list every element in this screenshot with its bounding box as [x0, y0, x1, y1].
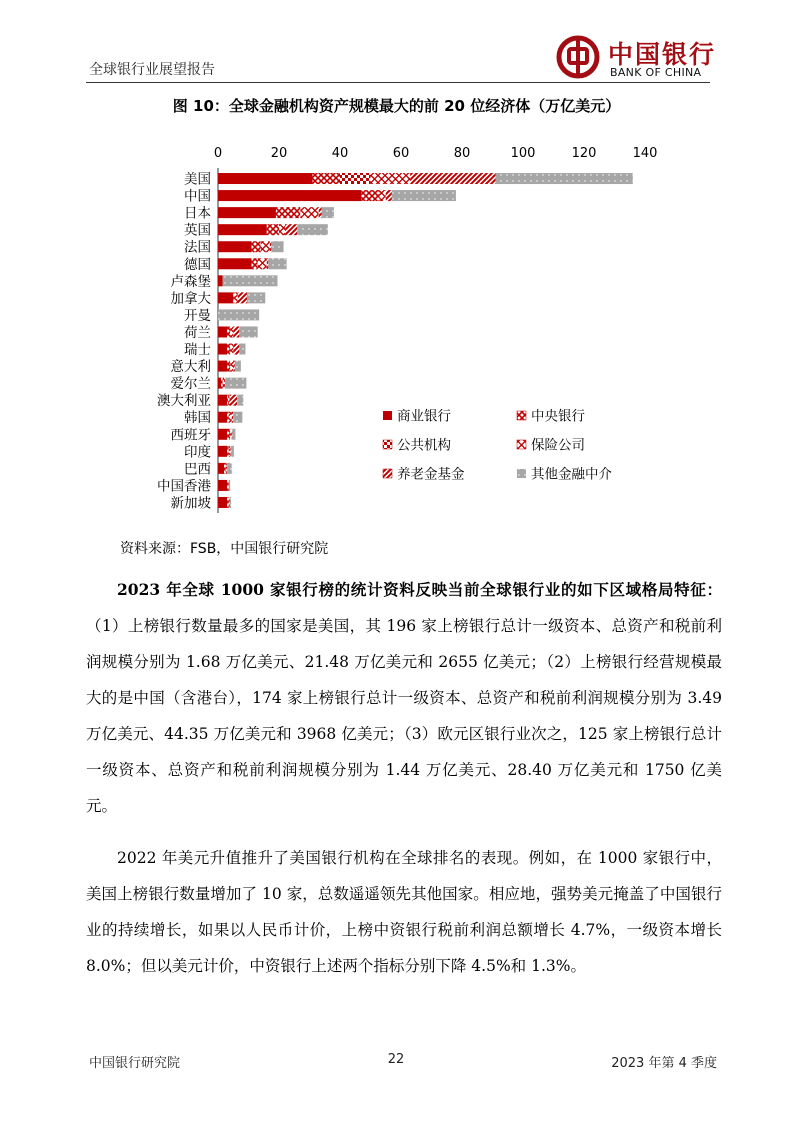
category-label: 加拿大: [170, 290, 211, 307]
paragraph-1-body: （1）上榜银行数量最多的国家是美国，其 196 家上榜银行总计一级资本、总资产和税前利润规模分别为 1.68 万亿美元、21.48 万亿美元和 2655 亿美元；（2）上榜银行经营规模最大的是中国（含港台），174 家上榜银行总计一级资本、总资产和税前利润规模分别为 3.49 万亿美元、44.35 万亿美元和 3968 亿美元；（3）欧元区银行业次之，125 家上榜银行总计一级资本、总资产和税前利润规模分别为 1.44 万亿美元、28.40 万亿美元和 1750 亿美元。: [86, 617, 722, 815]
x-tick-label: 20: [270, 146, 288, 161]
bar-segment: [218, 480, 227, 491]
paragraph-1: [86, 572, 722, 824]
bar-segment: [300, 207, 318, 218]
bar-segment: [218, 190, 361, 201]
bar-segment: [261, 241, 270, 252]
bar-segment: [233, 344, 239, 355]
bar-segment: [218, 275, 223, 286]
bar-segment: [227, 463, 232, 474]
bar-segment: [322, 207, 334, 218]
bar-segment: [230, 395, 238, 406]
legend-label: 商业银行: [397, 408, 451, 425]
bar-segment: [229, 480, 231, 491]
category-label: 印度: [184, 444, 211, 461]
legend-label: 中央银行: [531, 408, 585, 425]
legend-label: 公共机构: [397, 437, 451, 454]
category-label: 中国: [184, 188, 211, 205]
bar-segment: [230, 344, 233, 355]
category-label: 新加坡: [170, 495, 211, 512]
category-label: 卢森堡: [170, 273, 211, 290]
bar-segment: [340, 173, 371, 184]
x-tick-label: 40: [331, 146, 349, 161]
bar-segment: [227, 344, 230, 355]
bar-segment: [218, 258, 252, 269]
bar-segment: [227, 497, 229, 508]
category-label: 开曼: [184, 307, 211, 324]
bar-segment: [239, 326, 257, 337]
footer-institute: 中国银行研究院: [89, 1056, 181, 1071]
bar-segment: [218, 224, 267, 235]
stacked-bar-chart: [0, 130, 793, 520]
bar-segment: [270, 241, 272, 252]
bar-segment: [228, 395, 230, 406]
category-label: 法国: [184, 239, 211, 256]
legend-label: 养老金基金: [397, 466, 465, 483]
bar-segment: [218, 378, 221, 389]
bar-segment: [229, 412, 232, 423]
bar-segment: [233, 412, 242, 423]
category-label: 德国: [184, 256, 211, 273]
x-tick-label: 120: [571, 146, 597, 161]
bar-segment: [218, 207, 276, 218]
category-label: 西班牙: [170, 427, 211, 444]
page-number: 22: [387, 1052, 405, 1067]
legend-swatch: [517, 411, 526, 420]
bar-segment: [252, 258, 258, 269]
bar-segment: [237, 395, 243, 406]
bar-segment: [218, 429, 227, 440]
x-tick-label: 100: [510, 146, 536, 161]
bar-segment: [319, 207, 322, 218]
category-label: 英国: [184, 222, 211, 239]
bar-segment: [218, 497, 227, 508]
bar-segment: [223, 378, 225, 389]
x-tick-label: 140: [632, 146, 658, 161]
bank-logo: [556, 35, 716, 81]
bar-segment: [239, 344, 245, 355]
bar-segment: [285, 224, 297, 235]
bar-segment: [233, 326, 239, 337]
logo-text-en: BANK OF CHINA: [610, 66, 702, 79]
bar-segment: [380, 190, 386, 201]
bar-segment: [227, 395, 228, 406]
bar-segment: [227, 326, 230, 337]
bar-segment: [410, 173, 495, 184]
bar-segment: [233, 292, 235, 303]
category-label: 美国: [184, 171, 211, 188]
bar-segment: [313, 173, 340, 184]
legend-label: 其他金融中介: [531, 466, 612, 483]
bar-segment: [227, 446, 229, 457]
category-label: 中国香港: [157, 478, 211, 495]
bar-segment: [218, 361, 227, 372]
header-divider: [86, 82, 710, 83]
bar-segment: [218, 344, 227, 355]
bar-segment: [279, 224, 285, 235]
category-label: 澳大利亚: [157, 393, 211, 410]
bar-segment: [227, 429, 230, 440]
bar-segment: [267, 258, 269, 269]
bar-segment: [218, 412, 227, 423]
footer-quarter: 2023 年第 4 季度: [611, 1056, 717, 1071]
bar-segment: [227, 361, 230, 372]
category-label: 日本: [184, 205, 211, 222]
bar-segment: [371, 173, 411, 184]
category-label: 意大利: [170, 359, 211, 376]
category-label: 韩国: [184, 410, 211, 427]
category-label: 荷兰: [184, 324, 211, 341]
logo-text-cn: 中国银行: [608, 40, 717, 69]
bar-segment: [218, 292, 233, 303]
x-tick-label: 80: [453, 146, 471, 161]
bar-segment: [230, 326, 233, 337]
bar-segment: [221, 378, 223, 389]
bar-segment: [218, 173, 313, 184]
figure-source: 资料来源：FSB，中国银行研究院: [120, 541, 329, 557]
bar-segment: [230, 429, 232, 440]
legend-swatch: [383, 469, 392, 478]
bar-segment: [230, 361, 233, 372]
category-label: 巴西: [184, 461, 211, 478]
bar-segment: [232, 429, 235, 440]
bar-segment: [218, 309, 259, 320]
bar-segment: [223, 275, 278, 286]
bar-segment: [225, 378, 246, 389]
bar-segment: [227, 480, 229, 491]
category-label: 爱尔兰: [170, 376, 211, 393]
bar-segment: [229, 497, 230, 508]
bar-segment: [276, 207, 300, 218]
paragraph-2: 2022 年美元升值推升了美国银行机构在全球排名的表现。例如，在 1000 家银行中，美国上榜银行数量增加了 10 家，总数遥遥领先其他国家。相应地，强势美元掩盖了中国银行业的持续增长，如果以人民币计价，上榜中资银行税前利润总额增长 4.7%，一级资本增长 8.0%；但以美元计价，中资银行上述两个指标分别下降 4.5%和 1.3%。: [86, 849, 722, 975]
bar-segment: [230, 497, 232, 508]
bar-segment: [235, 361, 241, 372]
legend-swatch: [383, 411, 392, 420]
x-tick-label: 0: [213, 146, 223, 161]
bar-segment: [258, 258, 267, 269]
bar-segment: [227, 463, 228, 474]
bar-segment: [297, 224, 328, 235]
bar-segment: [232, 412, 234, 423]
bar-segment: [386, 190, 392, 201]
bar-segment: [392, 190, 456, 201]
bar-segment: [218, 326, 227, 337]
bar-segment: [229, 446, 231, 457]
bar-segment: [218, 446, 227, 457]
header-title: 全球银行业展望报告: [89, 62, 215, 78]
bar-segment: [232, 429, 233, 440]
bar-segment: [218, 395, 227, 406]
figure-title: 图 10：全球金融机构资产规模最大的前 20 位经济体（万亿美元）: [172, 97, 621, 115]
bar-segment: [224, 378, 225, 389]
bar-segment: [238, 292, 247, 303]
bar-segment: [231, 446, 234, 457]
bar-segment: [271, 241, 283, 252]
bar-segment: [247, 292, 265, 303]
bar-segment: [224, 463, 226, 474]
bank-of-china-logo-icon: [556, 35, 600, 79]
bar-segment: [227, 412, 229, 423]
bar-segment: [267, 224, 279, 235]
category-label: 瑞士: [184, 342, 211, 359]
bar-segment: [252, 241, 261, 252]
legend-swatch: [517, 469, 526, 478]
bar-segment: [235, 292, 238, 303]
x-tick-label: 60: [392, 146, 410, 161]
bar-segment: [233, 361, 235, 372]
bar-segment: [226, 463, 227, 474]
bar-segment: [230, 446, 231, 457]
legend-label: 保险公司: [531, 437, 585, 454]
bar-segment: [496, 173, 633, 184]
paragraph-1-lead: 2023 年全球 1000 家银行榜的统计资料反映当前全球银行业的如下区域格局特征：: [117, 580, 722, 599]
bar-segment: [218, 241, 252, 252]
bar-segment: [268, 258, 286, 269]
legend-swatch: [383, 440, 392, 449]
legend-swatch: [517, 440, 526, 449]
bar-segment: [361, 190, 379, 201]
bar-segment: [218, 463, 224, 474]
